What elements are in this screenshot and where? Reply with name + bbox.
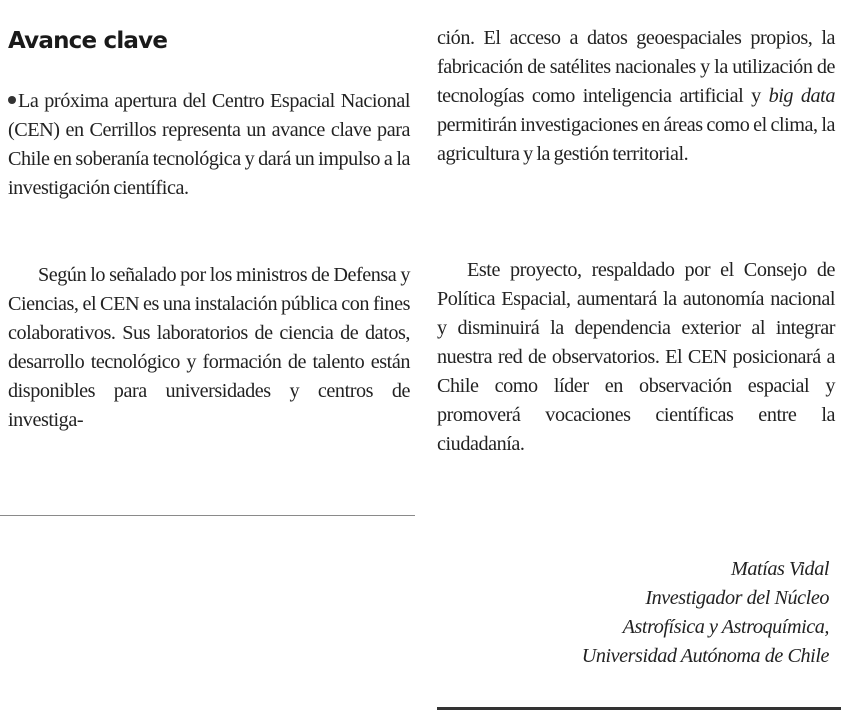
lead-text: La próxima apertura del Centro Espacial Nacional (CEN) en Cerrillos representa un avance clave para Chile en soberanía tecnológica y dará un impulso a la investigación científica. [8,90,410,199]
left-column-divider [0,515,415,516]
author-name: Matías Vidal [731,558,829,580]
paragraph-2-end: permitirán investigaciones en áreas como el clima, la agricultura y la gestión territorial. [437,114,835,165]
big-data-term: big data [768,85,835,107]
article-paragraph-right-continuation [437,24,835,169]
article-lead-paragraph [8,87,410,203]
paragraph-2-first-part: Según lo señalado por los ministros de Defensa y Ciencias, el CEN es una instalación pública con fines colaborativos. Sus laboratorios de ciencia de datos, desarrollo tecnológico y formación de talento están disponibles para universidades y centros de investiga- [8,264,410,431]
paragraph-2-continuation: ción. El acceso a datos geoespaciales propios, la fabricación de satélites nacionales y la utilización de tecnologías como inteligencia artificial y [437,27,835,107]
article-paragraph-left [8,261,410,435]
author-signature [582,555,829,671]
article-paragraph-final: Este proyecto, respaldado por el Consejo de Política Espacial, aumentará la autonomía nacional y disminuirá la dependencia exterior al integrar nuestra red de observatorios. El CEN posicionará a Chile como líder en observación espacial y promoverá vocaciones científicas entre la ciudadanía. [437,259,835,455]
author-role: Investigador del Núcleo [645,587,829,609]
article-headline: Avance clave [8,28,168,54]
bullet-icon [8,96,16,104]
author-department: Astrofísica y Astroquímica, [622,616,829,638]
author-organization: Universidad Autónoma de Chile [581,645,829,667]
